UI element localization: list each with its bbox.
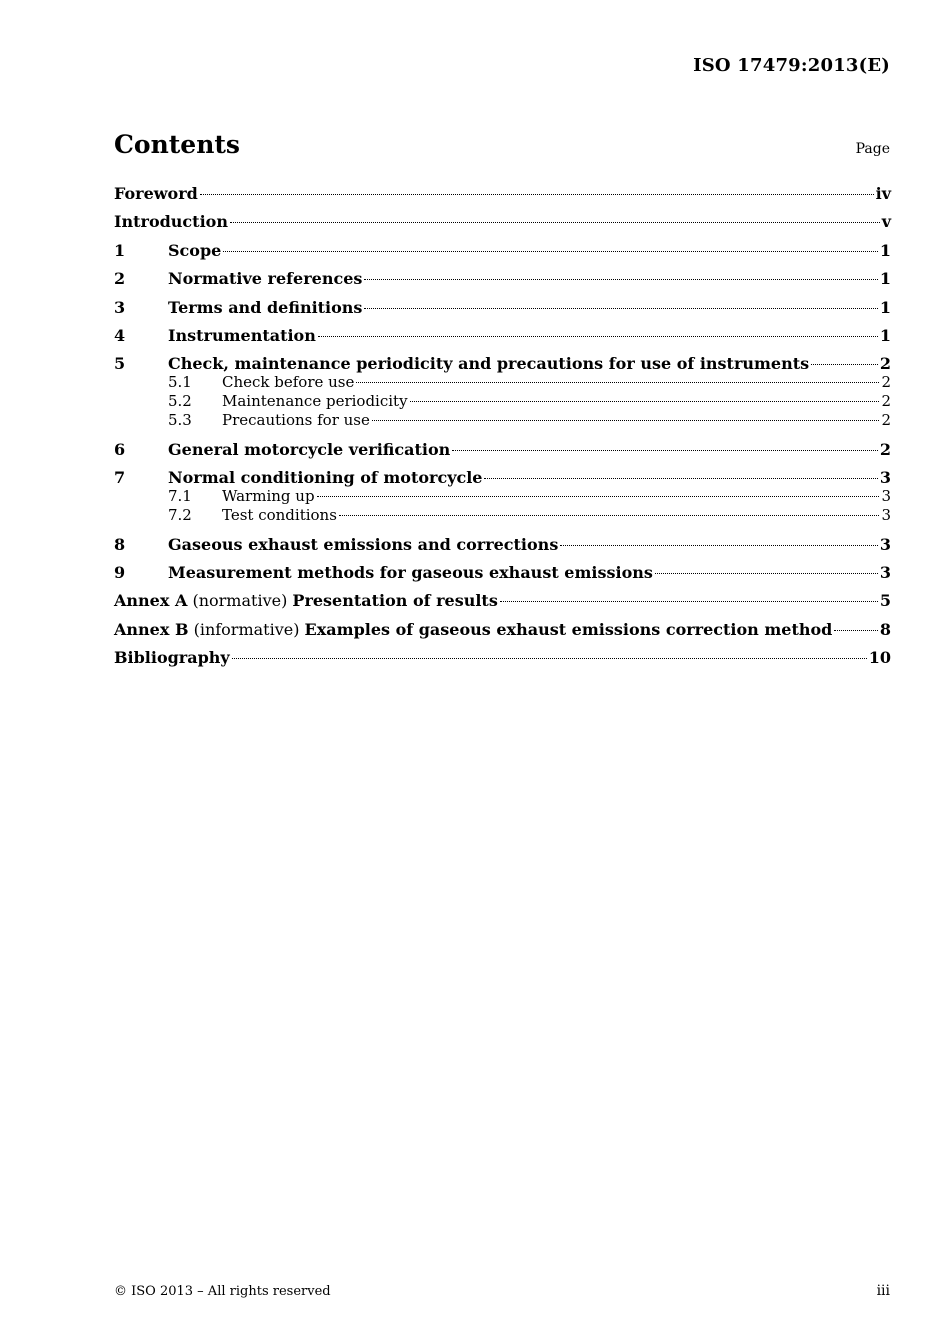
toc-page-number: 8: [879, 619, 891, 639]
dot-leader: [834, 630, 877, 631]
toc-page-number: 2: [881, 392, 891, 411]
toc-entry[interactable]: [114, 184, 891, 203]
dot-leader: [223, 251, 878, 252]
toc-page-number: 1: [879, 297, 891, 317]
toc-page-number: 3: [879, 562, 891, 582]
toc-entry-title: Gaseous exhaust emissions and corrections: [168, 534, 559, 554]
toc-entry-number: 5: [114, 354, 126, 374]
toc-entry-title: [114, 620, 832, 639]
toc-entry[interactable]: [114, 354, 891, 373]
toc-page-number: 2: [879, 439, 891, 459]
dot-leader: [364, 279, 877, 280]
toc-entry-number: 4: [114, 325, 126, 345]
toc-entry-title: General motorcycle verification: [168, 439, 451, 459]
toc-entry[interactable]: [114, 648, 891, 667]
toc-entry-number: 8: [114, 534, 126, 554]
toc-entry-title: Introduction: [114, 212, 228, 232]
toc-entry-title: Foreword: [114, 184, 198, 203]
toc-entry-title: Scope: [168, 240, 222, 260]
dot-leader: [655, 573, 878, 574]
toc-entry-title: Check, maintenance periodicity and precautions for use of instruments: [168, 354, 810, 374]
toc-entry-title: Instrumentation: [168, 325, 316, 345]
dot-leader: [230, 222, 880, 223]
toc-entry-number: 2: [114, 269, 126, 289]
toc-page-number: 3: [879, 468, 891, 488]
toc-entry-number: 9: [114, 562, 126, 582]
copyright-notice: © ISO 2013 – All rights reserved: [114, 1284, 331, 1299]
dot-leader: [410, 401, 880, 402]
toc-entry-number: 5.2: [168, 392, 192, 411]
toc-subentry[interactable]: [114, 373, 891, 392]
dot-leader: [339, 515, 880, 516]
toc-entry[interactable]: [114, 563, 891, 582]
toc-entry[interactable]: [114, 241, 891, 260]
annex-type: (informative): [188, 619, 305, 639]
toc-entry-number: 7.2: [168, 506, 192, 525]
toc-page-number: v: [881, 212, 891, 232]
toc-entry-title: Precautions for use: [222, 411, 370, 430]
toc-entry[interactable]: [114, 440, 891, 459]
dot-leader: [372, 420, 880, 421]
toc-entry[interactable]: [114, 212, 891, 231]
toc-page-number: 3: [879, 534, 891, 554]
annex-title: Presentation of results: [292, 591, 498, 611]
dot-leader: [232, 658, 867, 659]
toc-entry[interactable]: [114, 468, 891, 487]
toc-entry-number: 1: [114, 240, 126, 260]
toc-page-number: 5: [879, 591, 891, 611]
dot-leader: [364, 308, 877, 309]
toc-subentry[interactable]: [114, 487, 891, 506]
toc-entry-number: 5.3: [168, 411, 192, 430]
toc-entry-title: Maintenance periodicity: [222, 392, 408, 411]
toc-entry-number: 5.1: [168, 373, 192, 392]
toc-subentry[interactable]: [114, 506, 891, 525]
toc-page-number: iv: [875, 184, 891, 203]
toc-subentry[interactable]: [114, 411, 891, 430]
toc-entry-title: Normative references: [168, 269, 363, 289]
annex-title: Examples of gaseous exhaust emissions correction method: [304, 619, 833, 639]
dot-leader: [317, 496, 880, 497]
toc-page-number: 3: [881, 506, 891, 525]
contents-header: [114, 130, 890, 159]
toc-entry-title: Normal conditioning of motorcycle: [168, 468, 483, 488]
toc-entry-title: Bibliography: [114, 648, 230, 668]
toc-entry-number: 7.1: [168, 487, 192, 506]
toc-entry-number: 6: [114, 439, 126, 459]
toc-entry-title: Test conditions: [222, 506, 337, 525]
dot-leader: [452, 450, 878, 451]
page-number: iii: [876, 1283, 890, 1299]
toc-page-number: 1: [879, 269, 891, 289]
toc-page-number: 1: [879, 325, 891, 345]
toc-entry[interactable]: [114, 535, 891, 554]
toc-entry[interactable]: [114, 326, 891, 345]
document-identifier: ISO 17479:2013(E): [693, 55, 890, 76]
toc-page-number: 2: [881, 373, 891, 392]
dot-leader: [811, 364, 878, 365]
annex-label: Annex B: [114, 619, 189, 639]
page-column-label: Page: [855, 141, 890, 157]
dot-leader: [356, 382, 879, 383]
dot-leader: [200, 194, 874, 195]
toc-entry-title: Warming up: [222, 487, 315, 506]
dot-leader: [560, 545, 878, 546]
toc-entry-title: [114, 591, 498, 610]
toc-entry-number: 3: [114, 297, 126, 317]
toc-entry-title: Terms and definitions: [168, 297, 363, 317]
toc-page-number: 2: [879, 354, 891, 374]
toc-entry[interactable]: [114, 620, 891, 639]
toc-page-number: 10: [868, 648, 891, 668]
toc-page-number: 3: [881, 487, 891, 506]
toc-entry-title: Measurement methods for gaseous exhaust emissions: [168, 562, 653, 582]
dot-leader: [500, 601, 878, 602]
table-of-contents: [114, 184, 891, 667]
toc-entry[interactable]: [114, 298, 891, 317]
dot-leader: [484, 478, 877, 479]
toc-entry[interactable]: [114, 591, 891, 610]
dot-leader: [318, 336, 878, 337]
annex-label: Annex A: [114, 591, 188, 611]
toc-entry[interactable]: [114, 269, 891, 288]
toc-page-number: 2: [881, 411, 891, 430]
toc-entry-number: 7: [114, 468, 126, 488]
toc-page-number: 1: [879, 240, 891, 260]
toc-entry-title: Check before use: [222, 373, 355, 392]
contents-title: Contents: [114, 130, 241, 159]
annex-type: (normative): [187, 591, 293, 611]
toc-subentry[interactable]: [114, 392, 891, 411]
